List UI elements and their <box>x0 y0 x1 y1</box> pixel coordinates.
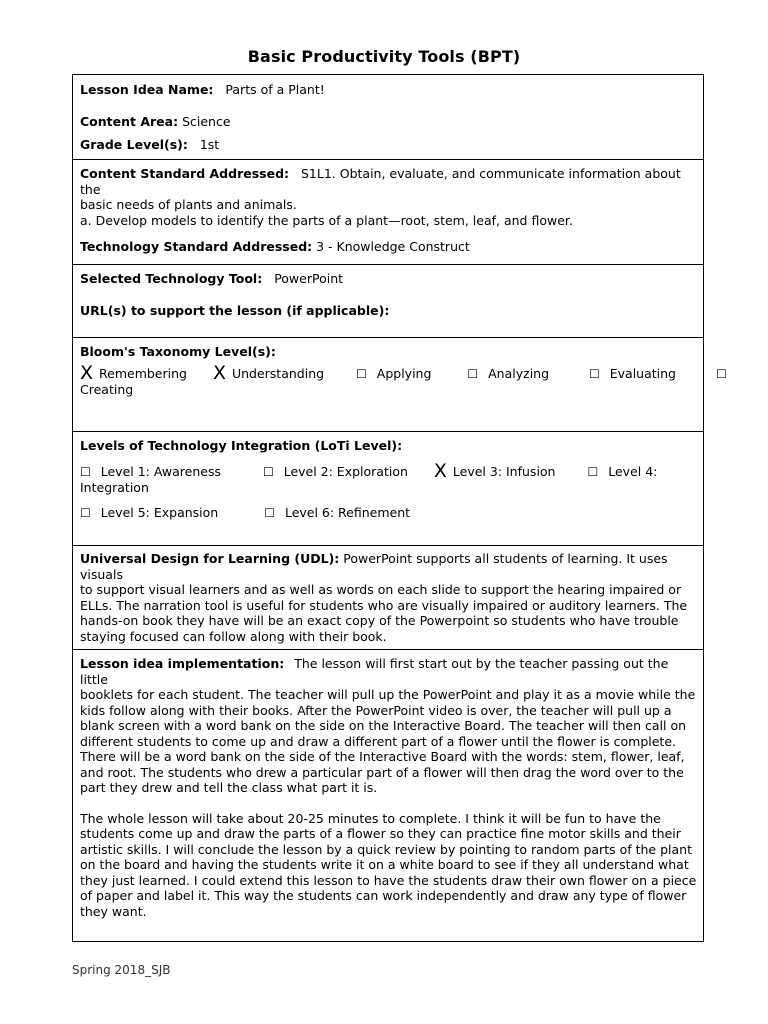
content-standard-value-3: a. Develop models to identify the parts of a plant—root, stem, leaf, and flower. <box>80 212 573 228</box>
content-area-value: Science <box>182 113 231 129</box>
blooms-remembering: Remembering <box>99 365 187 381</box>
implementation-p1-line-5: different students to come up and draw a different part of a flower until the flower is complete. <box>80 733 676 749</box>
lesson-name-value: Parts of a Plant! <box>225 82 325 97</box>
lesson-plan-form <box>72 74 727 942</box>
loti-section <box>73 432 703 546</box>
understanding-checked-mark: X <box>212 361 226 384</box>
footer-text: Spring 2018_SJB <box>72 963 171 977</box>
blooms-applying: Applying <box>376 365 432 381</box>
tech-standard-value: 3 - Knowledge Construct <box>316 239 470 254</box>
loti-level-3: Level 3: Infusion <box>452 463 556 479</box>
tech-standard-label: Technology Standard Addressed: <box>80 239 313 254</box>
implementation-p2-line-4: on the board and having the students write it on a white board to see if they all understand what <box>80 857 689 872</box>
udl-line-3: ELLs. The narration tool is useful for students who are visually impaired or auditory learners. The <box>80 597 688 613</box>
applying-checkbox-icon: ☐ <box>356 366 367 381</box>
selected-tool-value: PowerPoint <box>274 271 344 286</box>
udl-line-4: hands-on book they have will be an exact copy of the Powerpoint so students who have trouble <box>80 613 679 628</box>
loti-level-4: Level 4: <box>608 463 658 479</box>
implementation-p1-line-7: and root. The students who drew a particular part of a flower will then drag the word over to the <box>80 764 684 780</box>
remembering-checked-mark: X <box>80 361 94 384</box>
implementation-p2-line-5: they just learned. I could extend this lesson to have the students draw their own flower on a piece <box>80 872 697 888</box>
level1-checkbox-icon: ☐ <box>80 464 91 479</box>
level5-checkbox-icon: ☐ <box>80 505 91 520</box>
content-area-line <box>80 114 697 130</box>
loti-level-2: Level 2: Exploration <box>283 463 408 479</box>
blooms-analyzing: Analyzing <box>488 365 550 381</box>
blooms-creating: Creating <box>80 382 134 397</box>
content-standard-value-2: basic needs of plants and animals. <box>80 197 297 212</box>
udl-line-1: PowerPoint supports all students of learning. It uses visuals <box>80 551 668 582</box>
implementation-p2-line-6: of paper and label it. This way the students can work independently and draw any type of flower <box>80 888 687 903</box>
loti-level-1: Level 1: Awareness <box>100 463 221 479</box>
blooms-understanding: Understanding <box>231 365 325 381</box>
grade-line <box>80 137 697 153</box>
document-title: Basic Productivity Tools (BPT) <box>247 47 521 66</box>
level4-checkbox-icon: ☐ <box>587 464 599 479</box>
level3-checked-mark: X <box>433 459 447 482</box>
loti-label: Levels of Technology Integration (LoTi Level): <box>80 438 403 453</box>
blooms-evaluating: Evaluating <box>609 365 676 381</box>
implementation-p1-line-6: There will be a word bank on the side of the Interactive Board with the words: stem, flower, leaf, <box>80 749 685 764</box>
analyzing-checkbox-icon: ☐ <box>467 366 479 381</box>
implementation-p2-line-1: The whole lesson will take about 20-25 minutes to complete. I think it will be fun to have the <box>80 810 661 826</box>
creating-checkbox-icon: ☐ <box>715 366 727 381</box>
implementation-p2-line-2: students come up and draw the parts of a flower so they can practice fine motor skills and their <box>80 826 681 841</box>
blooms-taxonomy-section <box>73 338 727 432</box>
technology-tool-section <box>73 265 703 338</box>
implementation-label: Lesson idea implementation: <box>80 656 285 671</box>
implementation-p2-line-3: artistic skills. I will conclude the lesson by a quick review by pointing to random parts of the plant <box>80 841 692 857</box>
lesson-info-section <box>73 75 703 160</box>
implementation-p1-line-8: part they drew and tell the class what part it is. <box>80 780 378 795</box>
implementation-p1-line-1: The lesson will first start out by the teacher passing out the little <box>80 656 669 687</box>
lesson-name-line <box>80 82 697 98</box>
blooms-label: Bloom's Taxonomy Level(s): <box>80 344 276 359</box>
level2-checkbox-icon: ☐ <box>262 464 274 479</box>
udl-label: Universal Design for Learning (UDL): <box>80 551 340 566</box>
grade-value: 1st <box>199 137 220 152</box>
udl-line-2: to support visual learners and as well as words on each slide to support the hearing impaired or <box>80 582 682 597</box>
content-standard-label: Content Standard Addressed: <box>80 166 290 181</box>
url-label: URL(s) to support the lesson (if applicable): <box>80 302 390 318</box>
content-area-label: Content Area: <box>80 113 179 129</box>
grade-label: Grade Level(s): <box>80 137 188 152</box>
selected-tool-label: Selected Technology Tool: <box>80 271 263 286</box>
loti-level-6: Level 6: Refinement <box>284 504 411 520</box>
evaluating-checkbox-icon: ☐ <box>589 366 600 381</box>
level6-checkbox-icon: ☐ <box>264 505 275 520</box>
standards-section <box>73 160 703 265</box>
udl-line-5: staying focused can follow along with their book. <box>80 628 387 644</box>
loti-level-5: Level 5: Expansion <box>100 504 219 520</box>
content-standard-value-1: S1L1. Obtain, evaluate, and communicate information about the <box>80 166 681 197</box>
udl-section <box>73 546 703 650</box>
implementation-section <box>73 650 703 941</box>
implementation-p1-line-3: kids follow along with their books. After the PowerPoint video is over, the teacher will pull up a <box>80 702 672 718</box>
lesson-name-label: Lesson Idea Name: <box>80 82 214 97</box>
implementation-p2-line-7: they want. <box>80 903 147 919</box>
implementation-p1-line-2: booklets for each student. The teacher will pull up the PowerPoint and play it as a movie while the <box>80 687 696 702</box>
loti-level-4-cont: Integration <box>80 480 149 495</box>
implementation-p1-line-4: blank screen with a word bank on the side on the Interactive Board. The teacher will then call on <box>80 718 687 733</box>
